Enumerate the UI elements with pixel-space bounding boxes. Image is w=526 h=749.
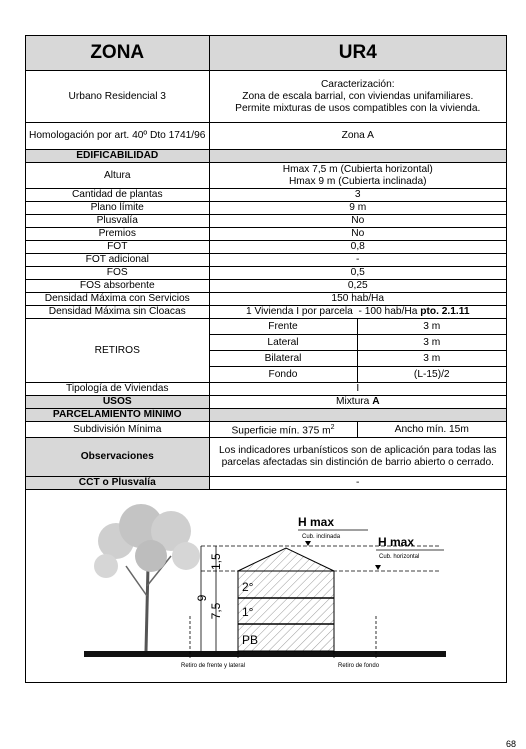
subdivision-ancho: Ancho mín. 15m xyxy=(357,422,506,438)
densidad-cloacas-value xyxy=(209,306,506,319)
densidad-servicios-row xyxy=(26,293,506,306)
retiro-name: Bilateral xyxy=(209,351,357,367)
altura-value-2: Hmax 9 m (Cubierta inclinada) xyxy=(288,175,427,187)
retiros-label: RETIROS xyxy=(26,319,209,383)
floor-pb-label: PB xyxy=(242,633,259,647)
plano-row xyxy=(26,202,506,215)
cct-label: CCT o Plusvalía xyxy=(26,477,209,490)
observaciones-value: Los indicadores urbanísticos son de aplicación para todas las parcelas afectadas sin distinción de barrio abierto o cerrado. xyxy=(209,438,506,477)
observaciones-label: Observaciones xyxy=(26,438,209,477)
caracterizacion xyxy=(209,71,506,123)
tipologia-value: I xyxy=(209,383,506,396)
caracterizacion-title: Caracterización: xyxy=(320,78,395,90)
plusvalia-row xyxy=(26,215,506,228)
hmax-horizontal-marker xyxy=(375,535,444,570)
fot-label: FOT xyxy=(26,241,209,254)
hmax-right-sub: Cub. horizontal xyxy=(379,554,420,560)
altura-row xyxy=(26,163,506,189)
tipologia-row xyxy=(26,383,506,396)
building-section-diagram xyxy=(26,486,506,682)
fos-absorbente-label: FOS absorbente xyxy=(26,280,209,293)
urbano-label: Urbano Residencial 3 xyxy=(26,71,209,123)
zona-code: UR4 xyxy=(209,36,506,71)
fot-adicional-row xyxy=(26,254,506,267)
homologacion-row xyxy=(26,123,506,150)
dim-9: 9 xyxy=(195,594,209,602)
subdivision-label: Subdivisión Mínima xyxy=(26,422,209,438)
parcelamiento-row xyxy=(26,409,506,422)
altura-label: Altura xyxy=(26,163,209,189)
usos-value xyxy=(209,396,506,409)
dim-1-5: 1,5 xyxy=(209,553,223,570)
plusvalia-label: Plusvalía xyxy=(26,215,209,228)
plantas-label: Cantidad de plantas xyxy=(26,189,209,202)
hmax-inclinada-marker xyxy=(298,515,368,546)
retiro-row-frente xyxy=(26,319,506,335)
plantas-value: 3 xyxy=(209,189,506,202)
retiro-value: 3 m xyxy=(357,335,506,351)
edificabilidad-label: EDIFICABILIDAD xyxy=(26,150,209,163)
plano-value: 9 m xyxy=(209,202,506,215)
hmax-left-sub: Cub. inclinada xyxy=(302,534,341,540)
altura-value xyxy=(209,163,506,189)
dim-7-5: 7,5 xyxy=(209,602,223,620)
fos-row xyxy=(26,267,506,280)
hmax-left: H max xyxy=(298,515,335,529)
densidad-cloacas-ref: pto. 2.1.11 xyxy=(420,306,470,317)
homologacion-label: Homologación por art. 40º Dto 1741/96 xyxy=(26,123,209,150)
plano-label: Plano límite xyxy=(26,202,209,215)
fot-value: 0,8 xyxy=(209,241,506,254)
caracterizacion-line1: Zona de escala barrial, con viviendas unifamiliares. xyxy=(242,90,474,102)
altura-value-1: Hmax 7,5 m (Cubierta horizontal) xyxy=(282,163,433,175)
usos-text: Mixtura xyxy=(335,396,373,407)
densidad-cloacas-text: 1 Vivienda I por parcela - 100 hab/Ha xyxy=(246,306,421,317)
retiro-value: 3 m xyxy=(357,319,506,335)
observaciones-row xyxy=(26,438,506,477)
retiro-value: 3 m xyxy=(357,351,506,367)
plantas-row xyxy=(26,189,506,202)
densidad-servicios-label: Densidad Máxima con Servicios xyxy=(26,293,209,306)
zona-label: ZONA xyxy=(26,36,209,71)
densidad-cloacas-label: Densidad Máxima sin Cloacas xyxy=(26,306,209,319)
fot-row xyxy=(26,241,506,254)
edificabilidad-row xyxy=(26,150,506,163)
tipologia-label: Tipología de Viviendas xyxy=(26,383,209,396)
usos-code: A xyxy=(372,396,380,407)
densidad-cloacas-row xyxy=(26,306,506,319)
header-row xyxy=(26,36,506,71)
plusvalia-value: No xyxy=(209,215,506,228)
fos-label: FOS xyxy=(26,267,209,280)
homologacion-value: Zona A xyxy=(209,123,506,150)
fos-value: 0,5 xyxy=(209,267,506,280)
fot-adicional-value: - xyxy=(209,254,506,267)
urbano-row xyxy=(26,71,506,123)
retiro-value: (L-15)/2 xyxy=(357,367,506,383)
usos-label: USOS xyxy=(26,396,209,409)
caracterizacion-line2: Permite mixturas de usos compatibles con la vivienda. xyxy=(235,102,481,114)
fot-adicional-label: FOT adicional xyxy=(26,254,209,267)
fos-absorbente-row xyxy=(26,280,506,293)
retiro-fondo-label: Retiro de fondo xyxy=(338,663,380,669)
superficie-text: Superficie mín. 375 m xyxy=(231,425,331,437)
usos-row xyxy=(26,396,506,409)
zone-table xyxy=(26,36,506,490)
superficie-exponent: 2 xyxy=(330,424,335,431)
page-number: 68 xyxy=(505,739,516,749)
densidad-servicios-value: 150 hab/Ha xyxy=(209,293,506,306)
retiro-name: Frente xyxy=(209,319,357,335)
hmax-right: H max xyxy=(378,535,415,549)
ground-line xyxy=(84,651,446,657)
premios-row xyxy=(26,228,506,241)
retiro-frente-label: Retiro de frente y lateral xyxy=(181,663,246,669)
subdivision-superficie xyxy=(209,422,357,438)
tree-icon xyxy=(94,504,200,651)
retiro-name: Lateral xyxy=(209,335,357,351)
retiro-name: Fondo xyxy=(209,367,357,383)
floor-1-label: 1° xyxy=(242,605,254,619)
fos-absorbente-value: 0,25 xyxy=(209,280,506,293)
parcelamiento-label: PARCELAMIENTO MÍNIMO xyxy=(26,409,209,422)
zone-sheet xyxy=(25,35,507,683)
subdivision-row xyxy=(26,422,506,438)
premios-value: No xyxy=(209,228,506,241)
premios-label: Premios xyxy=(26,228,209,241)
cct-value: - xyxy=(209,477,506,490)
floor-2-label: 2° xyxy=(242,580,254,594)
